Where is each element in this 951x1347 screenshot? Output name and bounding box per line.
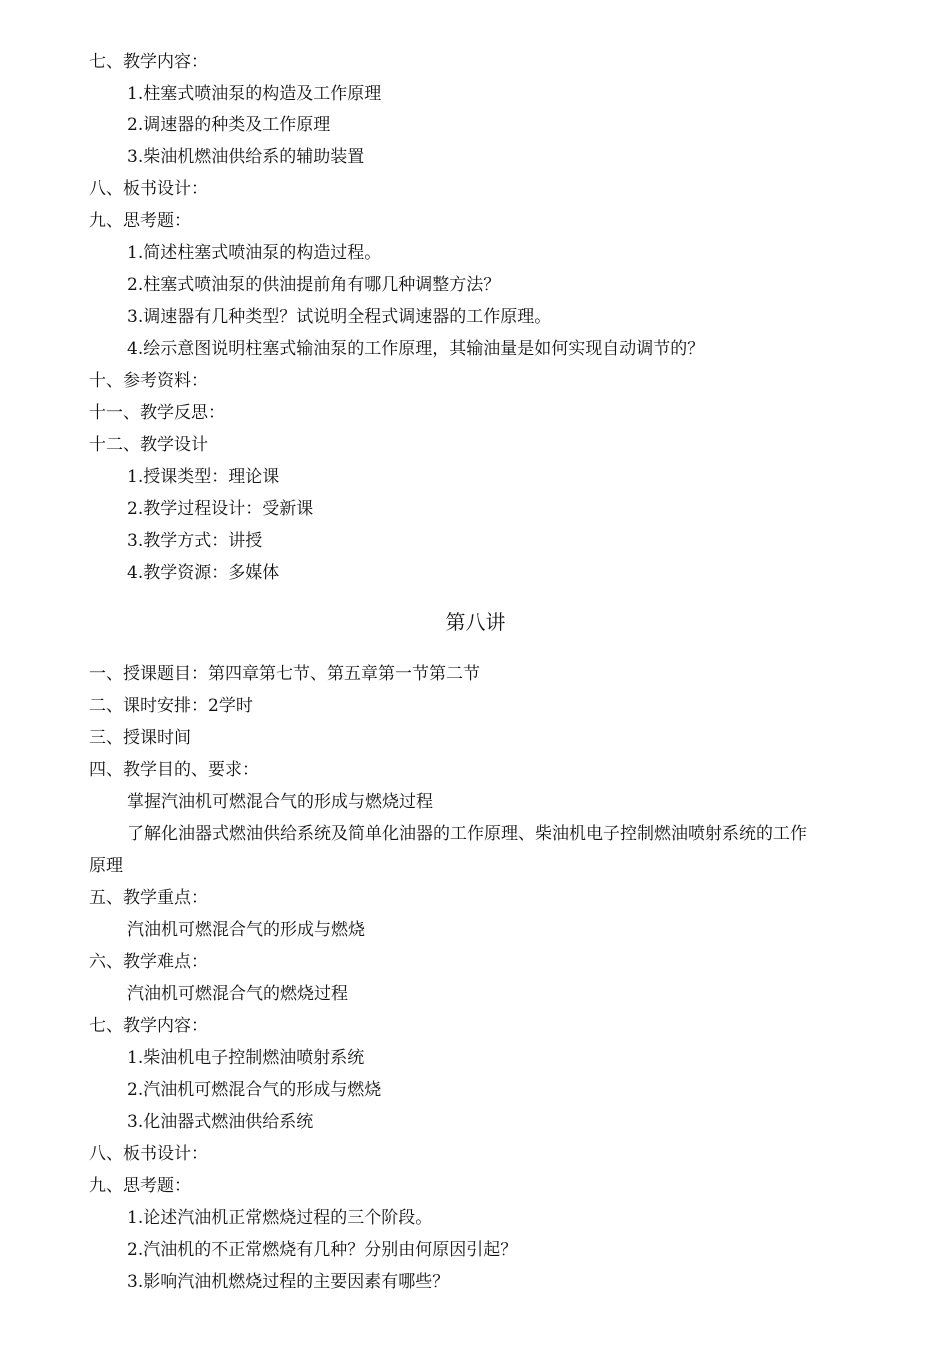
section-heading-topic: 一、授课题目：第四章第七节、第五章第一节第二节: [89, 664, 480, 684]
list-item: 2.教学过程设计：受新课: [127, 499, 314, 519]
section-heading-time: 三、授课时间: [89, 728, 191, 748]
paragraph-line: 掌握汽油机可燃混合气的形成与燃烧过程: [127, 792, 433, 812]
section-heading-references: 十、参考资料：: [89, 371, 208, 391]
section-heading-teaching-content: 七、教学内容：: [89, 52, 208, 72]
section-heading-objectives: 四、教学目的、要求：: [89, 760, 259, 780]
section-heading-difficulties: 六、教学难点：: [89, 952, 208, 972]
list-item: 1.柱塞式喷油泵的构造及工作原理: [127, 84, 382, 104]
section-heading-board-design: 八、板书设计：: [89, 1144, 208, 1164]
lecture-title: 第八讲: [445, 610, 506, 634]
section-heading-board-design: 八、板书设计：: [89, 179, 208, 199]
section-heading-reflection: 十一、教学反思：: [89, 403, 225, 423]
list-item: 1.柴油机电子控制燃油喷射系统: [127, 1048, 365, 1068]
paragraph-line: 汽油机可燃混合气的燃烧过程: [127, 984, 348, 1004]
list-item: 2.汽油机的不正常燃烧有几种？分别由何原因引起？: [127, 1240, 518, 1260]
list-item: 2.柱塞式喷油泵的供油提前角有哪几种调整方法？: [127, 275, 501, 295]
section-heading-questions: 九、思考题：: [89, 211, 191, 231]
list-item: 3.柴油机燃油供给系的辅助装置: [127, 147, 365, 167]
paragraph-line: 汽油机可燃混合气的形成与燃烧: [127, 920, 365, 940]
list-item: 3.化油器式燃油供给系统: [127, 1112, 314, 1132]
section-heading-teaching-design: 十二、教学设计: [89, 435, 208, 455]
list-item: 4.绘示意图说明柱塞式输油泵的工作原理，其输油量是如何实现自动调节的？: [127, 339, 705, 359]
list-item: 2.汽油机可燃混合气的形成与燃烧: [127, 1080, 382, 1100]
paragraph-line: 了解化油器式燃油供给系统及简单化油器的工作原理、柴油机电子控制燃油喷射系统的工作: [127, 824, 807, 844]
list-item: 3.影响汽油机燃烧过程的主要因素有哪些？: [127, 1272, 450, 1292]
list-item: 2.调速器的种类及工作原理: [127, 115, 331, 135]
list-item: 3.调速器有几种类型？试说明全程式调速器的工作原理。: [127, 307, 552, 327]
list-item: 1.论述汽油机正常燃烧过程的三个阶段。: [127, 1208, 433, 1228]
paragraph-line-continued: 原理: [89, 856, 123, 876]
section-heading-teaching-content: 七、教学内容：: [89, 1016, 208, 1036]
list-item: 1.简述柱塞式喷油泵的构造过程。: [127, 243, 382, 263]
section-heading-hours: 二、课时安排：2学时: [89, 696, 253, 716]
list-item: 4.教学资源：多媒体: [127, 563, 280, 583]
list-item: 3.教学方式：讲授: [127, 531, 263, 551]
section-heading-key-points: 五、教学重点：: [89, 888, 208, 908]
list-item: 1.授课类型：理论课: [127, 467, 280, 487]
section-heading-questions: 九、思考题：: [89, 1176, 191, 1196]
